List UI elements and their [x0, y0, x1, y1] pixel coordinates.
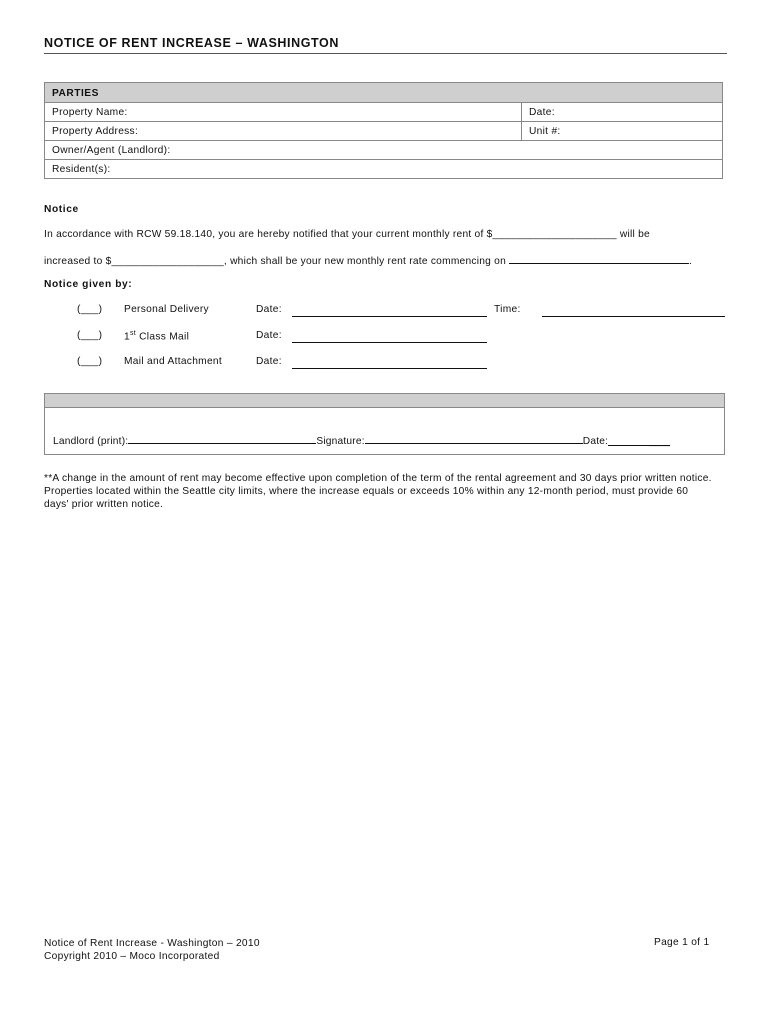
- notice-heading: Notice: [44, 204, 79, 215]
- property-address-field[interactable]: [45, 122, 522, 141]
- owner-agent-label: Owner/Agent (Landlord):: [52, 145, 171, 156]
- personal-delivery-time-label: Time:: [494, 304, 521, 315]
- commencing-date-line[interactable]: [509, 254, 689, 264]
- parties-header: PARTIES: [45, 83, 723, 103]
- property-name-field[interactable]: [45, 103, 522, 122]
- signature-date-blank: ____: [649, 436, 671, 446]
- signature-row: [53, 434, 670, 447]
- first-class-mail-checkbox[interactable]: (___): [77, 330, 103, 341]
- signature-box-header: [45, 394, 724, 408]
- page-number: Page 1 of 1: [654, 937, 710, 948]
- residents-field[interactable]: [45, 160, 723, 179]
- personal-delivery-time-line[interactable]: [542, 316, 725, 317]
- unit-label: Unit #:: [529, 126, 561, 137]
- landlord-print-label: Landlord (print):: [53, 436, 129, 447]
- first-class-mail-date-line[interactable]: [292, 342, 487, 343]
- property-address-label: Property Address:: [52, 126, 139, 137]
- residents-label: Resident(s):: [52, 164, 111, 175]
- signature-box: [44, 393, 725, 455]
- personal-delivery-checkbox[interactable]: (___): [77, 304, 103, 315]
- first-class-mail-date-label: Date:: [256, 330, 282, 341]
- first-class-rest: Class Mail: [136, 331, 190, 343]
- notice-line-1-text: In accordance with RCW 59.18.140, you are hereby notified that your current monthly rent of $: [44, 229, 493, 240]
- title-divider: [44, 53, 727, 54]
- given-by-heading: Notice given by:: [44, 279, 133, 290]
- landlord-print-line[interactable]: [128, 434, 316, 444]
- current-rent-blank[interactable]: _____________________: [492, 229, 617, 240]
- mail-attachment-checkbox[interactable]: (___): [77, 356, 103, 367]
- personal-delivery-label: Personal Delivery: [124, 304, 209, 315]
- personal-delivery-date-line[interactable]: [292, 316, 487, 317]
- personal-delivery-date-label: Date:: [256, 304, 282, 315]
- new-rent-blank[interactable]: ___________________: [111, 256, 224, 267]
- notice-line-2-start: increased to $: [44, 256, 112, 267]
- footer-title: Notice of Rent Increase - Washington – 2010: [44, 938, 260, 949]
- notice-line-1: [44, 229, 650, 240]
- signature-label: Signature:: [316, 436, 365, 447]
- signature-date-line[interactable]: [608, 436, 670, 446]
- first-class-num: 1: [124, 331, 130, 343]
- footer-copyright: Copyright 2010 – Moco Incorporated: [44, 951, 220, 962]
- date-label: Date:: [529, 107, 555, 118]
- mail-attachment-label: Mail and Attachment: [124, 356, 223, 367]
- footer-left: [44, 937, 260, 963]
- date-field[interactable]: [522, 103, 723, 122]
- parties-table: [44, 82, 723, 179]
- first-class-mail-label: [124, 330, 189, 342]
- unit-field[interactable]: [522, 122, 723, 141]
- mail-attachment-date-label: Date:: [256, 356, 282, 367]
- footnote: **A change in the amount of rent may become effective upon completion of the term of the rental agreement and 30 days prior written notice. Properties located within the Seattle city limits, where the increase equals or exceeds 10% within any 12-month period, must provide 60 days' prior written notice.: [44, 473, 712, 510]
- page-title: NOTICE OF RENT INCREASE – WASHINGTON: [44, 36, 340, 50]
- signature-date-label: Date:: [582, 436, 609, 447]
- signature-line[interactable]: [365, 434, 583, 444]
- mail-attachment-date-line[interactable]: [292, 368, 487, 369]
- notice-line-1-end: will be: [616, 229, 650, 240]
- first-class-sup: st: [129, 330, 137, 337]
- owner-agent-field[interactable]: [45, 141, 723, 160]
- notice-line-2-text: , which shall be your new monthly rent rate commencing on: [223, 256, 510, 267]
- property-name-label: Property Name:: [52, 107, 128, 118]
- notice-line-2-end: .: [689, 256, 693, 267]
- notice-line-2: [44, 254, 692, 267]
